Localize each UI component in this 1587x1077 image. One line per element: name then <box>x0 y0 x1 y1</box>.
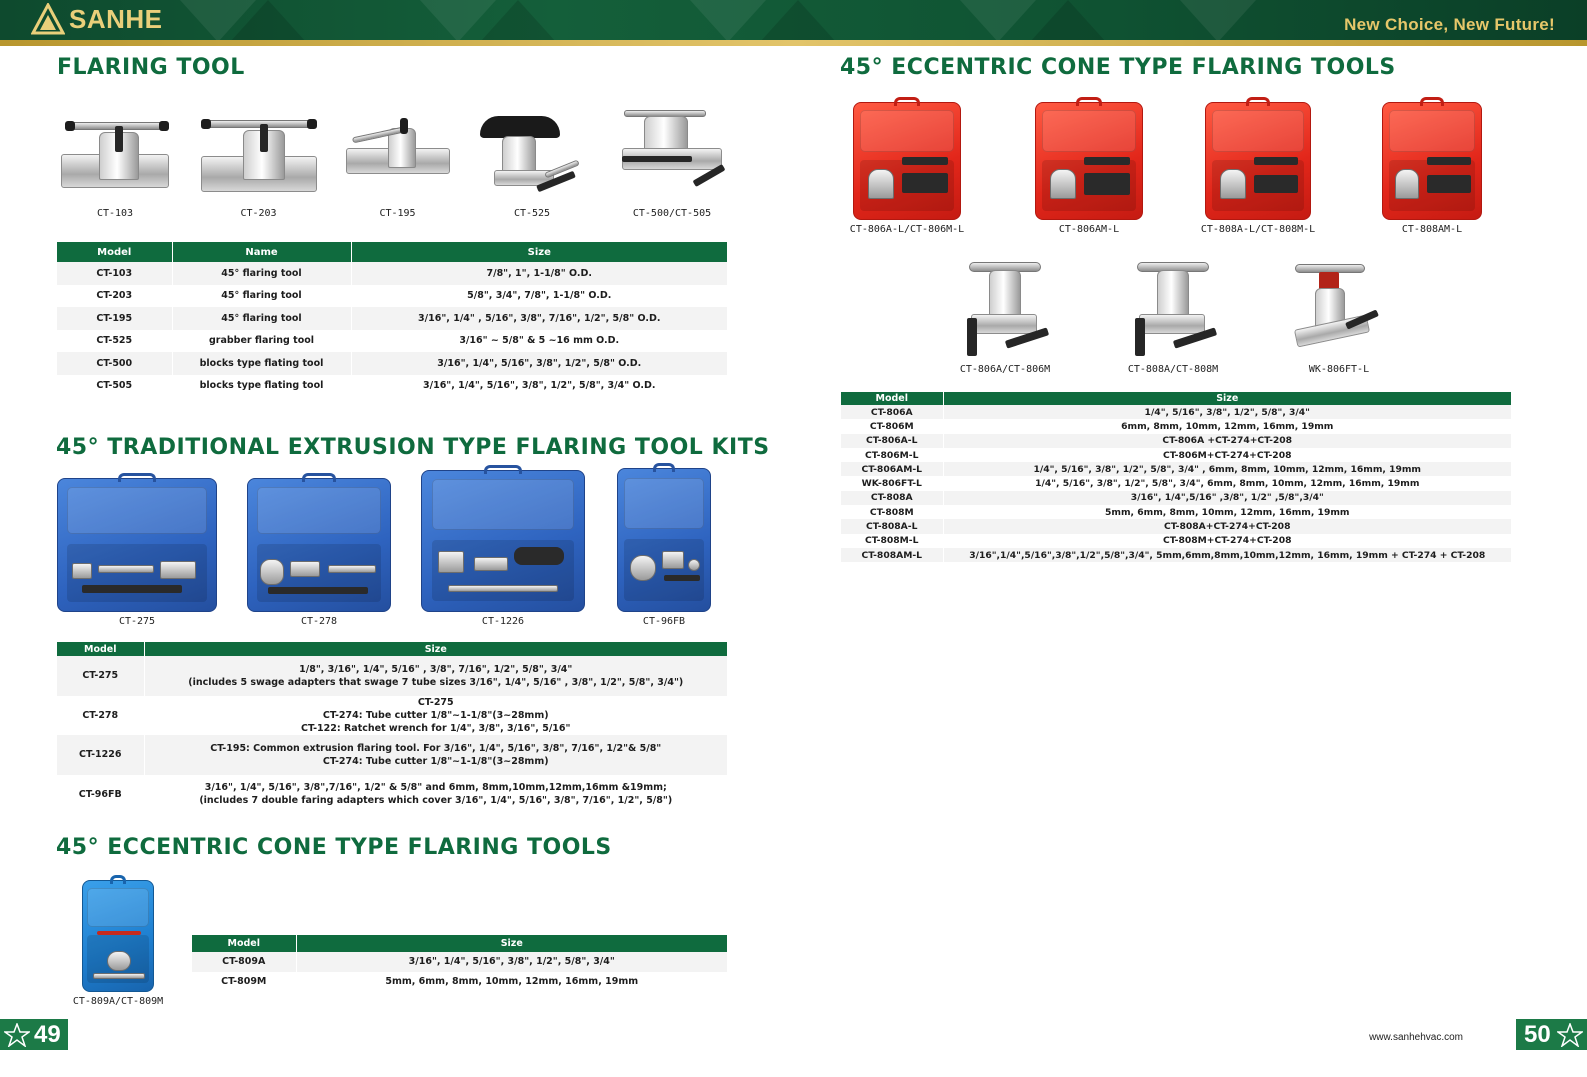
model-cell: CT-808A-L <box>841 519 943 533</box>
blue-case-image <box>421 470 585 612</box>
product-caption: CT-103 <box>96 208 134 219</box>
table-row <box>57 375 727 398</box>
traditional-kits-title: 45° TRADITIONAL EXTRUSION TYPE FLARING TOOL KITS <box>56 435 770 460</box>
flaring-tool-image <box>197 112 321 204</box>
flaring-tool-image <box>342 112 454 204</box>
size-cell: 3/16", 1/4", 5/16", 3/8", 1/2", 5/8", 3/4" O.D. <box>351 375 727 398</box>
product-ct-806a <box>950 258 1060 375</box>
red-case-image <box>853 102 961 220</box>
model-cell: CT-1226 <box>57 735 144 775</box>
product-ct-278 <box>246 478 392 627</box>
product-ct-806a-l <box>848 102 966 235</box>
table-row <box>57 330 727 353</box>
table-row <box>841 548 1511 562</box>
product-caption: CT-203 <box>240 208 277 219</box>
column-header-size: Size <box>144 642 727 656</box>
model-cell: CT-96FB <box>57 775 144 815</box>
model-cell: CT-525 <box>57 330 172 353</box>
name-cell: blocks type flating tool <box>172 352 351 375</box>
page-header <box>0 0 1587 46</box>
size-cell: 3/16" ~ 5/8" & 5 ~16 mm O.D. <box>351 330 727 353</box>
product-ct-525 <box>472 108 592 219</box>
eccentric-tool-image <box>955 258 1055 360</box>
column-header-name: Name <box>172 242 351 262</box>
model-cell: CT-806A-L <box>841 434 943 448</box>
table-header-row <box>192 935 727 952</box>
brand-name: SANHE <box>69 3 163 34</box>
name-cell: 45° flaring tool <box>172 262 351 285</box>
table-row <box>57 696 727 736</box>
size-cell: CT-808A+CT-274+CT-208 <box>943 519 1511 533</box>
model-cell: CT-809M <box>192 972 296 992</box>
table-row <box>57 352 727 375</box>
product-ct-809 <box>72 880 164 1007</box>
product-ct-203 <box>196 112 321 219</box>
page-number-left-text: 49 <box>34 1020 61 1048</box>
table-header-row <box>841 392 1511 405</box>
size-cell: 3/16", 1/4", 5/16", 3/8", 1/2", 5/8", 3/4" <box>296 952 727 972</box>
eccentric-cone-title-right: 45° ECCENTRIC CONE TYPE FLARING TOOLS <box>840 55 1396 80</box>
product-ct-103 <box>55 112 175 219</box>
product-caption: CT-808A-L/CT-808M-L <box>1200 224 1316 235</box>
table-row <box>841 448 1511 462</box>
size-cell: 1/4", 5/16", 3/8", 1/2", 5/8", 3/4" , 6mm, 8mm, 10mm, 12mm, 16mm, 19mm <box>943 462 1511 476</box>
size-cell: 5mm, 6mm, 8mm, 10mm, 12mm, 16mm, 19mm <box>943 505 1511 519</box>
column-header-model: Model <box>841 392 943 405</box>
red-case-image <box>1382 102 1482 220</box>
table-row <box>841 505 1511 519</box>
model-cell: CT-808M-L <box>841 534 943 548</box>
header-pattern <box>1030 0 1106 42</box>
column-header-size: Size <box>351 242 727 262</box>
header-gold-line <box>0 40 1587 46</box>
page-number-left <box>0 1019 68 1050</box>
model-cell: CT-806M <box>841 419 943 433</box>
column-header-size: Size <box>296 935 727 952</box>
model-cell: WK-806FT-L <box>841 476 943 490</box>
model-cell: CT-103 <box>57 262 172 285</box>
page-number-right <box>1516 1019 1587 1050</box>
traditional-kits-table <box>57 642 727 814</box>
model-cell: CT-278 <box>57 696 144 736</box>
table-row <box>192 972 727 992</box>
model-cell: CT-808M <box>841 505 943 519</box>
product-caption: CT-525 <box>513 208 551 219</box>
table-row <box>57 285 727 308</box>
blue-case-image <box>247 478 391 612</box>
eccentric-tool-image <box>1289 258 1389 360</box>
size-cell: 6mm, 8mm, 10mm, 12mm, 16mm, 19mm <box>943 419 1511 433</box>
flaring-tool-table <box>57 242 727 397</box>
brand-logo <box>31 3 163 35</box>
product-caption: CT-1226 <box>481 616 525 627</box>
model-cell: CT-505 <box>57 375 172 398</box>
product-ct-808am-l <box>1382 102 1482 235</box>
table-row <box>841 476 1511 490</box>
size-cell: 5/8", 3/4", 7/8", 1-1/8" O.D. <box>351 285 727 308</box>
model-cell: CT-203 <box>57 285 172 308</box>
product-caption: CT-806A-L/CT-806M-L <box>849 224 965 235</box>
red-case-image <box>1205 102 1311 220</box>
blue-case-image <box>57 478 217 612</box>
table-row <box>841 405 1511 419</box>
product-ct-808a <box>1118 258 1228 375</box>
table-row <box>57 307 727 330</box>
size-cell: 3/16",1/4",5/16",3/8",1/2",5/8",3/4", 5mm,6mm,8mm,10mm,12mm, 16mm, 19mm + CT-274 + CT-208 <box>943 548 1511 562</box>
size-cell: 7/8", 1", 1-1/8" O.D. <box>351 262 727 285</box>
star-logo-icon <box>1557 1023 1583 1047</box>
product-caption: WK-806FT-L <box>1308 364 1370 375</box>
product-ct-195 <box>340 112 455 219</box>
name-cell: 45° flaring tool <box>172 285 351 308</box>
name-cell: blocks type flating tool <box>172 375 351 398</box>
table-row <box>57 262 727 285</box>
model-cell: CT-806M-L <box>841 448 943 462</box>
product-caption: CT-275 <box>118 616 156 627</box>
size-cell: 3/16", 1/4" , 5/16", 3/8", 7/16", 1/2", 5/8" O.D. <box>351 307 727 330</box>
size-cell: CT-806M+CT-274+CT-208 <box>943 448 1511 462</box>
model-cell: CT-195 <box>57 307 172 330</box>
table-row <box>192 952 727 972</box>
size-cell: 1/4", 5/16", 3/8", 1/2", 5/8", 3/4" <box>943 405 1511 419</box>
product-ct-806am-l <box>1034 102 1144 235</box>
table-row <box>57 735 727 775</box>
slogan: New Choice, New Future! <box>1344 15 1555 34</box>
product-ct-500-505 <box>612 104 732 219</box>
table-row <box>841 519 1511 533</box>
product-wk-806ft-l <box>1284 258 1394 375</box>
name-cell: grabber flaring tool <box>172 330 351 353</box>
size-cell: 1/8", 3/16", 1/4", 5/16" , 3/8", 7/16", 1/2", 5/8", 3/4" (includes 5 swage adapters that swage 7 tube sizes 3/16", 1/4", 5/16" , 3/8", 1/2", 5/8", 3/4") <box>144 656 727 696</box>
flaring-tool-image <box>474 108 590 204</box>
size-cell: 3/16", 1/4",5/16" ,3/8", 1/2" ,5/8",3/4" <box>943 491 1511 505</box>
header-pattern <box>760 0 836 42</box>
product-caption: CT-96FB <box>642 616 686 627</box>
product-ct-808a-l <box>1202 102 1314 235</box>
size-cell: CT-275 CT-274: Tube cutter 1/8"~1-1/8"(3~28mm) CT-122: Ratchet wrench for 1/4", 3/8", 3/16", 5/16" <box>144 696 727 736</box>
size-cell: 5mm, 6mm, 8mm, 10mm, 12mm, 16mm, 19mm <box>296 972 727 992</box>
model-cell: CT-500 <box>57 352 172 375</box>
flaring-tool-title: FLARING TOOL <box>57 55 245 80</box>
model-cell: CT-806A <box>841 405 943 419</box>
product-caption: CT-809A/CT-809M <box>72 996 164 1007</box>
column-header-size: Size <box>943 392 1511 405</box>
table-header-row <box>57 642 727 656</box>
column-header-model: Model <box>57 642 144 656</box>
eccentric-small-table <box>192 935 727 991</box>
product-caption: CT-500/CT-505 <box>632 208 712 219</box>
table-row <box>841 419 1511 433</box>
header-pattern <box>960 0 1036 42</box>
eccentric-tool-image <box>1123 258 1223 360</box>
size-cell: 3/16", 1/4", 5/16", 3/8",7/16", 1/2" & 5/8" and 6mm, 8mm,10mm,12mm,16mm &19mm; (includes 7 double faring adapters which cover 3/16", 1/4", 5/16", 3/8", 7/16", 1/2", 5/8") <box>144 775 727 815</box>
table-header-row <box>57 242 727 262</box>
header-pattern <box>1180 0 1256 42</box>
product-caption: CT-195 <box>379 208 416 219</box>
table-row <box>57 775 727 815</box>
name-cell: 45° flaring tool <box>172 307 351 330</box>
page-number-right-text: 50 <box>1524 1020 1551 1048</box>
red-case-image <box>1035 102 1143 220</box>
table-row <box>841 491 1511 505</box>
header-pattern <box>230 0 306 42</box>
eccentric-table <box>841 392 1511 562</box>
size-cell: CT-806A +CT-274+CT-208 <box>943 434 1511 448</box>
column-header-model: Model <box>57 242 172 262</box>
model-cell: CT-809A <box>192 952 296 972</box>
product-ct-275 <box>56 478 218 627</box>
model-cell: CT-275 <box>57 656 144 696</box>
size-cell: CT-808M+CT-274+CT-208 <box>943 534 1511 548</box>
model-cell: CT-806AM-L <box>841 462 943 476</box>
star-logo-icon <box>4 1023 30 1047</box>
model-cell: CT-808AM-L <box>841 548 943 562</box>
product-ct-96fb <box>616 468 712 627</box>
size-cell: 1/4", 5/16", 3/8", 1/2", 5/8", 3/4", 6mm, 8mm, 10mm, 12mm, 16mm, 19mm <box>943 476 1511 490</box>
size-cell: CT-195: Common extrusion flaring tool. For 3/16", 1/4", 5/16", 3/8", 7/16", 1/2"& 5/8" CT-274: Tube cutter 1/8"~1-1/8"(3~28mm) <box>144 735 727 775</box>
table-row <box>841 462 1511 476</box>
column-header-model: Model <box>192 935 296 952</box>
table-row <box>57 656 727 696</box>
table-row <box>841 534 1511 548</box>
blue-case-image <box>617 468 711 612</box>
flaring-tool-image <box>57 112 173 204</box>
product-caption: CT-806A/CT-806M <box>959 364 1051 375</box>
product-caption: CT-808A/CT-808M <box>1127 364 1219 375</box>
table-row <box>841 434 1511 448</box>
product-caption: CT-808AM-L <box>1401 224 1463 235</box>
product-caption: CT-806AM-L <box>1058 224 1120 235</box>
header-pattern <box>480 0 556 42</box>
light-blue-case-image <box>82 880 154 992</box>
eccentric-cone-title-left: 45° ECCENTRIC CONE TYPE FLARING TOOLS <box>56 835 612 860</box>
size-cell: 3/16", 1/4", 5/16", 3/8", 1/2", 5/8" O.D. <box>351 352 727 375</box>
product-caption: CT-278 <box>300 616 338 627</box>
flaring-tool-image <box>614 104 730 204</box>
website-url: www.sanhehvac.com <box>1369 1032 1463 1043</box>
header-pattern <box>690 0 766 42</box>
model-cell: CT-808A <box>841 491 943 505</box>
sanhe-logo-icon <box>31 3 65 35</box>
product-ct-1226 <box>420 470 586 627</box>
